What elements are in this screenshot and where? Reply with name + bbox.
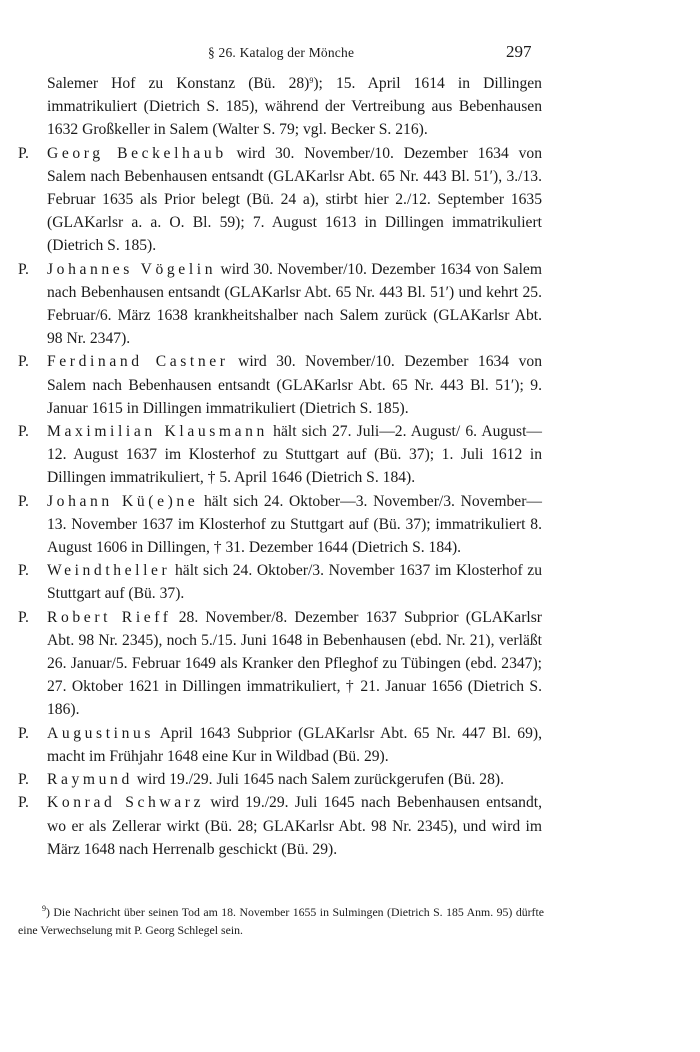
entry-text: hält sich 24. Oktober/3. November 1637 im Klosterhof zu Stuttgart auf (Bü. 37). xyxy=(47,562,542,603)
entry-prefix: P. xyxy=(18,144,29,162)
entry-prefix: P. xyxy=(18,260,29,278)
monk-entry xyxy=(18,420,542,490)
footnote-reference: 9 xyxy=(309,76,314,85)
monk-entry xyxy=(18,768,542,791)
entry-text: ); 15. April 1614 in Dillingen immatrikuliert (Dietrich S. 185), während der Vertreibung aus Bebenhausen 1632 Großkeller in Salem (Walter S. 79; vgl. Becker S. 216). xyxy=(47,75,542,139)
monk-name: Georg Beckelhaub xyxy=(47,144,227,162)
monk-name: Maximilian Klausmann xyxy=(47,423,268,441)
monk-entry xyxy=(18,791,542,861)
monk-entry xyxy=(18,350,542,420)
monk-name: Raymund xyxy=(47,771,133,789)
monk-name: Ferdinand Castner xyxy=(47,353,229,371)
monk-name: Augustinus xyxy=(47,724,155,742)
entry-continuation xyxy=(18,72,542,142)
footnote-marker: 9 xyxy=(42,904,46,913)
entry-text: wird 19./29. Juli 1645 nach Salem zurückgerufen (Bü. 28). xyxy=(132,771,504,789)
entry-text: wird 30. November/10. Dezember 1634 von Salem nach Bebenhausen entsandt (GLAKarlsr Abt. 65 Nr. 443 Bl. 51′); 9. Januar 1615 in Dillingen immatrikuliert (Dietrich S. 185). xyxy=(47,353,542,417)
monk-entry xyxy=(18,142,542,258)
entry-text: wird 30. November/10. Dezember 1634 von Salem nach Bebenhausen entsandt (GLAKarlsr Abt. 65 Nr. 443 Bl. 51′), 3./13. Februar 1635 als Prior belegt (Bü. 24 a), stirbt hier 2./12. September 1635 (GLAKarlsr a. a. O. Bl. 59); 7. August 1613 in Dillingen immatrikuliert (Dietrich S. 185). xyxy=(47,144,542,255)
entry-prefix: P. xyxy=(18,771,29,789)
monk-name: Johann Kü(e)ne xyxy=(47,492,199,510)
footnote-text: ) Die Nachricht über seinen Tod am 18. November 1655 in Sulmingen (Dietrich S. 185 Anm. 95) dürfte eine Verwechselung mit P. Georg Schlegel sein. xyxy=(18,905,544,937)
monk-name: Weindtheller xyxy=(47,562,171,580)
entry-text: hält sich 27. Juli—2. August/ 6. August—12. August 1637 im Klosterhof zu Stuttgart auf (Bü. 37); 1. Juli 1612 in Dillingen immatrikuliert, † 5. April 1646 (Dietrich S. 184). xyxy=(47,423,543,487)
entry-prefix: P. xyxy=(18,608,29,626)
entry-prefix: P. xyxy=(18,423,29,441)
catalog-text xyxy=(18,72,542,861)
entry-prefix: P. xyxy=(18,794,29,812)
entry-text: wird 19./29. Juli 1645 nach Bebenhausen entsandt, wo er als Zellerar wirkt (Bü. 28; GLAKarlsr Abt. 98 Nr. 2345), und wird im März 1648 nach Herrenalb geschickt (Bü. 29). xyxy=(47,794,542,858)
running-title: § 26. Katalog der Mönche xyxy=(208,45,355,60)
monk-entry xyxy=(18,490,542,560)
entry-prefix: P. xyxy=(18,562,29,580)
running-header xyxy=(0,42,700,66)
entry-text: April 1643 Subprior (GLAKarlsr Abt. 65 Nr. 447 Bl. 69), macht im Frühjahr 1648 eine Kur in Wildbad (Bü. 29). xyxy=(47,724,542,765)
monk-entry xyxy=(18,559,542,605)
entry-text: Salemer Hof zu Konstanz (Bü. 28) xyxy=(47,75,310,92)
entry-text: 28. November/8. Dezember 1637 Subprior (GLAKarlsr Abt. 98 Nr. 2345), noch 5./15. Juni 1648 in Bebenhausen (ebd. Nr. 21), verläßt 26. Januar/5. Februar 1649 als Kranker den Pfleghof zu Tübingen (ebd. 2347); 27. Oktober 1621 in Dillingen immatrikuliert, † 21. Januar 1656 (Dietrich S. 186). xyxy=(47,608,542,719)
entry-prefix: P. xyxy=(18,724,29,742)
monk-name: Konrad Schwarz xyxy=(47,794,205,812)
entry-prefix: P. xyxy=(18,353,29,371)
monk-entry xyxy=(18,722,542,768)
monk-entry xyxy=(18,258,542,351)
footnote xyxy=(18,904,544,940)
page-number: 297 xyxy=(506,42,532,61)
entry-text: hält sich 24. Oktober—3. November/3. November—13. November 1637 im Klosterhof zu Stuttgart auf (Bü. 37); immatrikuliert 8. August 1606 in Dillingen, † 31. Dezember 1644 (Dietrich S. 184). xyxy=(47,492,543,557)
monk-entry xyxy=(18,606,542,722)
monk-name: Johannes Vögelin xyxy=(47,260,217,278)
entry-prefix: P. xyxy=(18,492,29,510)
monk-name: Robert Rieff xyxy=(47,608,172,626)
entry-text: wird 30. November/10. Dezember 1634 von Salem nach Bebenhausen entsandt (GLAKarlsr Abt. 65 Nr. 443 Bl. 51′) und kehrt 25. Februar/6. März 1638 krankheitshalber nach Salem zurück (GLAKarlsr Abt. 98 Nr. 2347). xyxy=(47,260,542,348)
